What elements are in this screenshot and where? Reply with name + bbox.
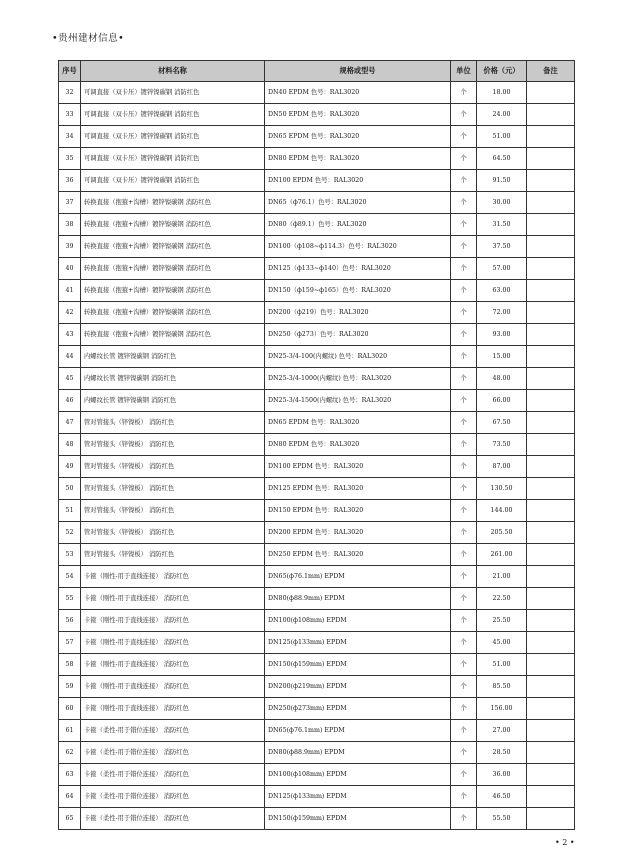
column-header-unit: 单位	[451, 61, 477, 82]
cell-unit: 个	[451, 324, 477, 346]
cell-unit: 个	[451, 500, 477, 522]
cell-note	[527, 214, 575, 236]
cell-spec: DN50 EPDM 色号：RAL3020	[265, 104, 451, 126]
cell-note	[527, 104, 575, 126]
cell-note	[527, 610, 575, 632]
cell-spec: DN150(ф159mm) EPDM	[265, 654, 451, 676]
table-row	[59, 390, 575, 412]
cell-no: 51	[59, 500, 81, 522]
page-number: • 2 •	[555, 838, 575, 847]
cell-spec: DN80 EPDM 色号：RAL3020	[265, 148, 451, 170]
column-header-price: 价格（元）	[477, 61, 527, 82]
cell-note	[527, 390, 575, 412]
cell-material-name: 卡箍（柔性-用于错位连接） 消防红色	[81, 742, 265, 764]
cell-no: 61	[59, 720, 81, 742]
cell-price: 144.00	[477, 500, 527, 522]
cell-spec: DN125 EPDM 色号：RAL3020	[265, 478, 451, 500]
cell-material-name: 卡箍（刚性-用于直线连接） 消防红色	[81, 588, 265, 610]
cell-material-name: 卡箍（刚性-用于直线连接） 消防红色	[81, 610, 265, 632]
cell-spec: DN150(ф159mm) EPDM	[265, 808, 451, 830]
cell-price: 45.00	[477, 632, 527, 654]
table-row	[59, 258, 575, 280]
cell-note	[527, 522, 575, 544]
cell-price: 36.00	[477, 764, 527, 786]
cell-spec: DN40 EPDM 色号：RAL3020	[265, 82, 451, 104]
cell-no: 49	[59, 456, 81, 478]
table-row	[59, 698, 575, 720]
table-row	[59, 610, 575, 632]
cell-price: 261.00	[477, 544, 527, 566]
cell-price: 72.00	[477, 302, 527, 324]
cell-note	[527, 302, 575, 324]
cell-material-name: 管对管接头（锌镍板） 消防红色	[81, 412, 265, 434]
table-row	[59, 412, 575, 434]
cell-spec: DN125(ф133mm) EPDM	[265, 632, 451, 654]
cell-no: 45	[59, 368, 81, 390]
cell-price: 57.00	[477, 258, 527, 280]
cell-material-name: 可调直接（双卡压）镀锌镍碳钢 消防红色	[81, 126, 265, 148]
cell-price: 205.50	[477, 522, 527, 544]
cell-material-name: 可调直接（双卡压）镀锌镍碳钢 消防红色	[81, 148, 265, 170]
cell-note	[527, 434, 575, 456]
table-row	[59, 654, 575, 676]
table-row	[59, 676, 575, 698]
cell-unit: 个	[451, 654, 477, 676]
cell-price: 27.00	[477, 720, 527, 742]
table-row	[59, 148, 575, 170]
cell-material-name: 管对管接头（锌镍板） 消防红色	[81, 522, 265, 544]
cell-note	[527, 544, 575, 566]
table-row	[59, 588, 575, 610]
cell-no: 39	[59, 236, 81, 258]
cell-price: 66.00	[477, 390, 527, 412]
cell-unit: 个	[451, 170, 477, 192]
cell-no: 50	[59, 478, 81, 500]
table-row	[59, 324, 575, 346]
cell-spec: DN100（ф108~ф114.3）色号：RAL3020	[265, 236, 451, 258]
table-row	[59, 126, 575, 148]
cell-no: 44	[59, 346, 81, 368]
cell-material-name: 卡箍（柔性-用于错位连接） 消防红色	[81, 720, 265, 742]
table-row	[59, 522, 575, 544]
cell-no: 38	[59, 214, 81, 236]
cell-no: 57	[59, 632, 81, 654]
cell-note	[527, 456, 575, 478]
table-row	[59, 214, 575, 236]
cell-no: 42	[59, 302, 81, 324]
cell-price: 93.00	[477, 324, 527, 346]
cell-note	[527, 126, 575, 148]
cell-spec: DN125(ф133mm) EPDM	[265, 786, 451, 808]
cell-material-name: 卡箍（刚性-用于直线连接） 消防红色	[81, 566, 265, 588]
cell-spec: DN65(ф76.1mm) EPDM	[265, 720, 451, 742]
cell-unit: 个	[451, 522, 477, 544]
cell-no: 33	[59, 104, 81, 126]
cell-no: 54	[59, 566, 81, 588]
cell-unit: 个	[451, 610, 477, 632]
table-row	[59, 434, 575, 456]
cell-price: 55.50	[477, 808, 527, 830]
table-row	[59, 456, 575, 478]
cell-note	[527, 346, 575, 368]
cell-material-name: 管对管接头（锌镍板） 消防红色	[81, 478, 265, 500]
cell-unit: 个	[451, 588, 477, 610]
cell-spec: DN150（ф159~ф165）色号：RAL3020	[265, 280, 451, 302]
cell-spec: DN125（ф133~ф140）色号：RAL3020	[265, 258, 451, 280]
cell-spec: DN25-3/4-1000(内螺纹) 色号：RAL3020	[265, 368, 451, 390]
cell-no: 59	[59, 676, 81, 698]
cell-spec: DN100 EPDM 色号：RAL3020	[265, 456, 451, 478]
cell-spec: DN25-3/4-1500(内螺纹) 色号：RAL3020	[265, 390, 451, 412]
cell-note	[527, 258, 575, 280]
cell-price: 67.50	[477, 412, 527, 434]
cell-note	[527, 500, 575, 522]
table-row	[59, 82, 575, 104]
cell-unit: 个	[451, 478, 477, 500]
cell-spec: DN200（ф219）色号：RAL3020	[265, 302, 451, 324]
cell-unit: 个	[451, 786, 477, 808]
table-row	[59, 302, 575, 324]
cell-price: 21.00	[477, 566, 527, 588]
table-row	[59, 566, 575, 588]
cell-material-name: 可调直接（双卡压）镀锌镍碳钢 消防红色	[81, 104, 265, 126]
price-table	[58, 60, 575, 830]
cell-unit: 个	[451, 456, 477, 478]
cell-no: 60	[59, 698, 81, 720]
cell-price: 48.00	[477, 368, 527, 390]
cell-spec: DN150 EPDM 色号：RAL3020	[265, 500, 451, 522]
cell-unit: 个	[451, 566, 477, 588]
cell-unit: 个	[451, 720, 477, 742]
table-row	[59, 500, 575, 522]
cell-material-name: 卡箍（刚性-用于直线连接） 消防红色	[81, 698, 265, 720]
cell-unit: 个	[451, 258, 477, 280]
cell-unit: 个	[451, 236, 477, 258]
table-row	[59, 632, 575, 654]
cell-material-name: 管对管接头（锌镍板） 消防红色	[81, 500, 265, 522]
cell-material-name: 可调直接（双卡压）镀锌镍碳钢 消防红色	[81, 170, 265, 192]
cell-no: 65	[59, 808, 81, 830]
table-row	[59, 720, 575, 742]
cell-price: 28.50	[477, 742, 527, 764]
cell-price: 156.00	[477, 698, 527, 720]
cell-spec: DN100 EPDM 色号：RAL3020	[265, 170, 451, 192]
cell-unit: 个	[451, 148, 477, 170]
cell-unit: 个	[451, 126, 477, 148]
cell-price: 63.00	[477, 280, 527, 302]
cell-unit: 个	[451, 368, 477, 390]
cell-price: 25.50	[477, 610, 527, 632]
cell-note	[527, 786, 575, 808]
cell-no: 52	[59, 522, 81, 544]
cell-no: 40	[59, 258, 81, 280]
table-row	[59, 786, 575, 808]
cell-material-name: 内螺纹长管 镀锌镍碳钢 消防红色	[81, 368, 265, 390]
table-row	[59, 544, 575, 566]
table-row	[59, 236, 575, 258]
cell-spec: DN65(ф76.1mm) EPDM	[265, 566, 451, 588]
cell-material-name: 转换直接（抱箍+沟槽）镀锌镍碳钢 消防红色	[81, 258, 265, 280]
cell-spec: DN250(ф273mm) EPDM	[265, 698, 451, 720]
cell-note	[527, 808, 575, 830]
running-header: •贵州建材信息•	[52, 33, 125, 44]
cell-material-name: 可调直接（双卡压）镀锌镍碳钢 消防红色	[81, 82, 265, 104]
table-row	[59, 368, 575, 390]
cell-note	[527, 676, 575, 698]
column-header-note: 备注	[527, 61, 575, 82]
cell-spec: DN250（ф273）色号：RAL3020	[265, 324, 451, 346]
cell-no: 34	[59, 126, 81, 148]
cell-no: 56	[59, 610, 81, 632]
cell-no: 43	[59, 324, 81, 346]
cell-unit: 个	[451, 698, 477, 720]
cell-note	[527, 588, 575, 610]
cell-no: 36	[59, 170, 81, 192]
cell-price: 64.50	[477, 148, 527, 170]
cell-material-name: 内螺纹长管 镀锌镍碳钢 消防红色	[81, 390, 265, 412]
cell-no: 46	[59, 390, 81, 412]
column-header-spec: 规格或型号	[265, 61, 451, 82]
cell-note	[527, 478, 575, 500]
cell-spec: DN80(ф88.9mm) EPDM	[265, 588, 451, 610]
cell-material-name: 管对管接头（锌镍板） 消防红色	[81, 434, 265, 456]
cell-price: 22.50	[477, 588, 527, 610]
cell-material-name: 卡箍（柔性-用于错位连接） 消防红色	[81, 786, 265, 808]
cell-no: 47	[59, 412, 81, 434]
cell-unit: 个	[451, 346, 477, 368]
table-row	[59, 280, 575, 302]
cell-price: 91.50	[477, 170, 527, 192]
cell-note	[527, 742, 575, 764]
cell-unit: 个	[451, 104, 477, 126]
cell-no: 62	[59, 742, 81, 764]
cell-price: 31.50	[477, 214, 527, 236]
cell-material-name: 转换直接（抱箍+沟槽）镀锌镍碳钢 消防红色	[81, 192, 265, 214]
cell-no: 35	[59, 148, 81, 170]
cell-unit: 个	[451, 632, 477, 654]
cell-spec: DN80(ф88.9mm) EPDM	[265, 742, 451, 764]
table-body	[59, 82, 575, 830]
table-row	[59, 808, 575, 830]
cell-note	[527, 698, 575, 720]
cell-material-name: 转换直接（抱箍+沟槽）镀锌镍碳钢 消防红色	[81, 236, 265, 258]
cell-no: 58	[59, 654, 81, 676]
cell-unit: 个	[451, 302, 477, 324]
table-row	[59, 104, 575, 126]
cell-note	[527, 654, 575, 676]
cell-no: 32	[59, 82, 81, 104]
cell-material-name: 卡箍（刚性-用于直线连接） 消防红色	[81, 654, 265, 676]
cell-unit: 个	[451, 742, 477, 764]
cell-spec: DN100(ф108mm) EPDM	[265, 610, 451, 632]
cell-price: 85.50	[477, 676, 527, 698]
cell-note	[527, 720, 575, 742]
cell-material-name: 管对管接头（锌镍板） 消防红色	[81, 544, 265, 566]
cell-note	[527, 324, 575, 346]
cell-price: 30.00	[477, 192, 527, 214]
table-row	[59, 192, 575, 214]
table-row	[59, 764, 575, 786]
table-row	[59, 742, 575, 764]
table-row	[59, 346, 575, 368]
cell-note	[527, 170, 575, 192]
cell-spec: DN200(ф219mm) EPDM	[265, 676, 451, 698]
cell-unit: 个	[451, 390, 477, 412]
cell-price: 73.50	[477, 434, 527, 456]
cell-note	[527, 280, 575, 302]
table-row	[59, 478, 575, 500]
cell-no: 64	[59, 786, 81, 808]
cell-note	[527, 82, 575, 104]
cell-spec: DN25-3/4-100(内螺纹) 色号：RAL3020	[265, 346, 451, 368]
cell-note	[527, 192, 575, 214]
cell-no: 55	[59, 588, 81, 610]
cell-note	[527, 632, 575, 654]
cell-unit: 个	[451, 676, 477, 698]
cell-no: 63	[59, 764, 81, 786]
cell-unit: 个	[451, 412, 477, 434]
cell-note	[527, 236, 575, 258]
table-header-row	[59, 61, 575, 82]
cell-unit: 个	[451, 808, 477, 830]
cell-no: 41	[59, 280, 81, 302]
cell-price: 24.00	[477, 104, 527, 126]
cell-note	[527, 412, 575, 434]
cell-unit: 个	[451, 214, 477, 236]
cell-material-name: 卡箍（柔性-用于错位连接） 消防红色	[81, 764, 265, 786]
cell-unit: 个	[451, 192, 477, 214]
cell-spec: DN80 EPDM 色号：RAL3020	[265, 434, 451, 456]
cell-note	[527, 566, 575, 588]
cell-price: 18.00	[477, 82, 527, 104]
cell-unit: 个	[451, 434, 477, 456]
cell-note	[527, 368, 575, 390]
cell-no: 37	[59, 192, 81, 214]
cell-material-name: 转换直接（抱箍+沟槽）镀锌镍碳钢 消防红色	[81, 324, 265, 346]
cell-spec: DN65（ф76.1）色号：RAL3020	[265, 192, 451, 214]
cell-material-name: 内螺纹长管 镀锌镍碳钢 消防红色	[81, 346, 265, 368]
cell-material-name: 卡箍（刚性-用于直线连接） 消防红色	[81, 676, 265, 698]
cell-unit: 个	[451, 764, 477, 786]
cell-price: 51.00	[477, 654, 527, 676]
column-header-no: 序号	[59, 61, 81, 82]
cell-no: 48	[59, 434, 81, 456]
table-row	[59, 170, 575, 192]
cell-spec: DN65 EPDM 色号：RAL3020	[265, 412, 451, 434]
cell-price: 37.50	[477, 236, 527, 258]
cell-note	[527, 148, 575, 170]
cell-spec: DN65 EPDM 色号：RAL3020	[265, 126, 451, 148]
cell-price: 130.50	[477, 478, 527, 500]
cell-price: 15.00	[477, 346, 527, 368]
cell-material-name: 转换直接（抱箍+沟槽）镀锌镍碳钢 消防红色	[81, 302, 265, 324]
cell-spec: DN200 EPDM 色号：RAL3020	[265, 522, 451, 544]
cell-price: 46.50	[477, 786, 527, 808]
cell-spec: DN250 EPDM 色号：RAL3020	[265, 544, 451, 566]
cell-unit: 个	[451, 82, 477, 104]
cell-price: 51.00	[477, 126, 527, 148]
cell-note	[527, 764, 575, 786]
cell-material-name: 转换直接（抱箍+沟槽）镀锌镍碳钢 消防红色	[81, 214, 265, 236]
column-header-name: 材料名称	[81, 61, 265, 82]
cell-material-name: 管对管接头（锌镍板） 消防红色	[81, 456, 265, 478]
cell-unit: 个	[451, 280, 477, 302]
cell-unit: 个	[451, 544, 477, 566]
cell-material-name: 转换直接（抱箍+沟槽）镀锌镍碳钢 消防红色	[81, 280, 265, 302]
cell-material-name: 卡箍（柔性-用于错位连接） 消防红色	[81, 808, 265, 830]
cell-spec: DN100(ф108mm) EPDM	[265, 764, 451, 786]
cell-spec: DN80（ф89.1）色号：RAL3020	[265, 214, 451, 236]
cell-no: 53	[59, 544, 81, 566]
cell-price: 87.00	[477, 456, 527, 478]
cell-material-name: 卡箍（刚性-用于直线连接） 消防红色	[81, 632, 265, 654]
